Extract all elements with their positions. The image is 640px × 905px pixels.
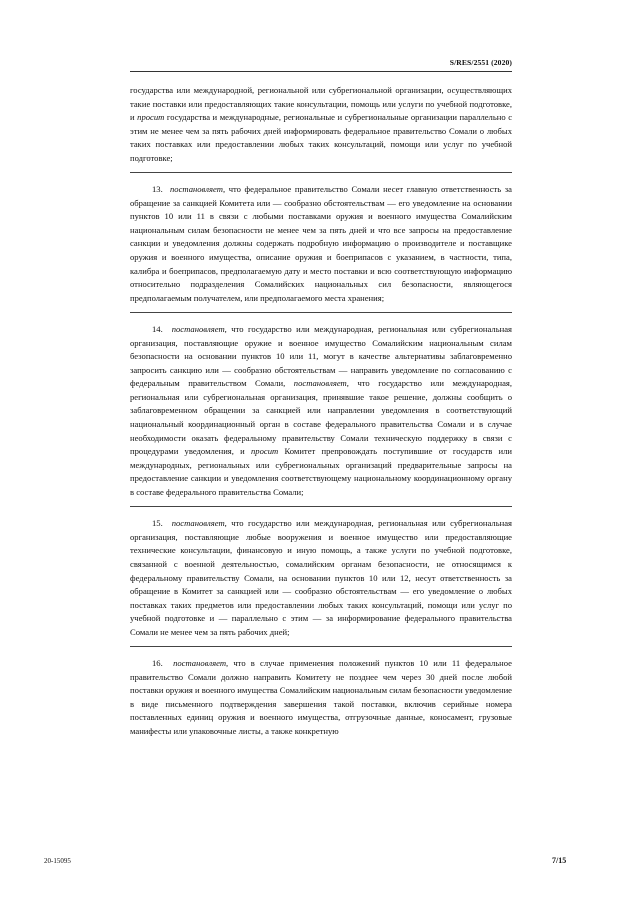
document-body bbox=[130, 84, 512, 746]
paragraph-text: , что государство или международная, региональная или субрегиональная организация, принявшие такое решение, должны сообщить о заблаговременном обращении за санкцией или направлении уведомления в соответствующий национальный координационный орган в составе федерального правительства Сомали и в случае необходимости оказать федеральному правительству Сомали техническую поддержку в связи с процедурами уведомления, и bbox=[130, 378, 512, 457]
paragraph-15 bbox=[130, 517, 512, 639]
page-header bbox=[130, 50, 512, 72]
paragraph-text: , что государство или международная, региональная или субрегиональная организация, поставляющие оружие и военное имущество Сомалийским национальным силам безопасности на основании пунктов 10 или 11, могут в качестве альтернативы заблаговременно запросить санкцию или — сообразно обстоятельствам — направить уведомление по согласованию с федеральным правительством Сомали, bbox=[130, 324, 512, 389]
page-number: 7/15 bbox=[552, 856, 567, 865]
operative-verb: просит bbox=[137, 112, 165, 123]
operative-verb: постановляет bbox=[293, 378, 347, 389]
document-number: 20-15095 bbox=[44, 857, 71, 865]
paragraph-text: , что федеральное правительство Сомали несет главную ответственность за обращение за санкцией Комитета или — сообразно обстоятельствам — его уведомление на основании пунктов 10 или 11 в связи с любыми поставками оружия и военного имущества Сомалийским национальным силам безопасности не менее чем за пять дней и что все запросы на предоставление санкции и уведомления должны содержать подробную информацию о производителе и поставщике оружия и военного имущества, описание оружия и боеприпасов с указанием, в частности, типа, калибра и боеприпасов, предполагаемую дату и место поставки и всю соответствующую информацию относительно подразделения Сомалийских национальных сил безопасности, являющегося предполагаемым получателем, или предполагаемого места хранения; bbox=[130, 184, 512, 303]
paragraph-text: , что государство или международная, региональная или субрегиональная организация, поставляющие любые вооружения и военное имущество или предоставляющие технические консультации, финансовую и иную помощь, а также услуги по учебной подготовке, связанной с военной деятельностью, сомалийским органам безопасности, не относящимся к федеральному правительству Сомали, на основании пунктов 10 или 12, несут ответственность за обращение в Комитет за санкцией или — сообразно обстоятельствам — его уведомление о любых поставках таких предметов или предоставлении любых таких консультаций, помощи или услуг по учебной подготовке и — параллельно с этим — за информирование федерального правительства Сомали не менее чем за пять рабочих дней; bbox=[130, 518, 512, 637]
operative-verb: постановляет bbox=[173, 658, 227, 669]
paragraph-number: 16. bbox=[152, 658, 174, 669]
paragraph-number: 14. bbox=[152, 324, 172, 335]
paragraph-text: , что в случае применения положений пунктов 10 или 11 федеральное правительство Сомали должно направить Комитету не позднее чем через 30 дней после любой поставки оружия и военного имущества Сомалийским национальным силам безопасности уведомление в виде письменного подтверждения завершения такой поставки, включив серийные номера поставленных единиц оружия и военного имущества, отгрузочные данные, коносамент, грузовые манифесты или упаковочные листы, а также конкретную bbox=[130, 658, 512, 736]
paragraph-13 bbox=[130, 183, 512, 305]
paragraph-text: Комитет препровождать поступившие от государств или международных, региональных или субрегиональных организаций предварительные запросы на предоставление санкции и уведомления соответствующему национальному координационному органу в составе федерального правительства Сомали; bbox=[130, 446, 512, 497]
paragraph-separator bbox=[130, 646, 512, 648]
paragraph-16 bbox=[130, 657, 512, 738]
paragraph-number: 13. bbox=[152, 184, 170, 195]
operative-verb: просит bbox=[251, 446, 279, 457]
paragraph-separator bbox=[130, 312, 512, 314]
paragraph-separator bbox=[130, 506, 512, 508]
paragraph-text: государства или международной, региональной или субрегиональной организации, осуществляющих такие поставки или предоставляющих такие консультации, помощь или услуги по учебной подготовке, и bbox=[130, 85, 512, 123]
paragraph-14 bbox=[130, 323, 512, 499]
operative-verb: постановляет bbox=[169, 184, 223, 195]
paragraph-separator bbox=[130, 172, 512, 174]
operative-verb: постановляет bbox=[171, 518, 225, 529]
document-symbol: S/RES/2551 (2020) bbox=[449, 58, 512, 67]
operative-verb: постановляет bbox=[171, 324, 225, 335]
paragraph-12-continuation bbox=[130, 84, 512, 165]
paragraph-text: государства и международные, региональные и субрегиональные организации параллельно с этим не менее чем за пять рабочих дней информировать федеральное правительство Сомали о любых таких поставках или предоставлении любых таких консультаций, помощи или услуг по учебной подготовке; bbox=[130, 112, 513, 163]
paragraph-number: 15. bbox=[152, 518, 172, 529]
